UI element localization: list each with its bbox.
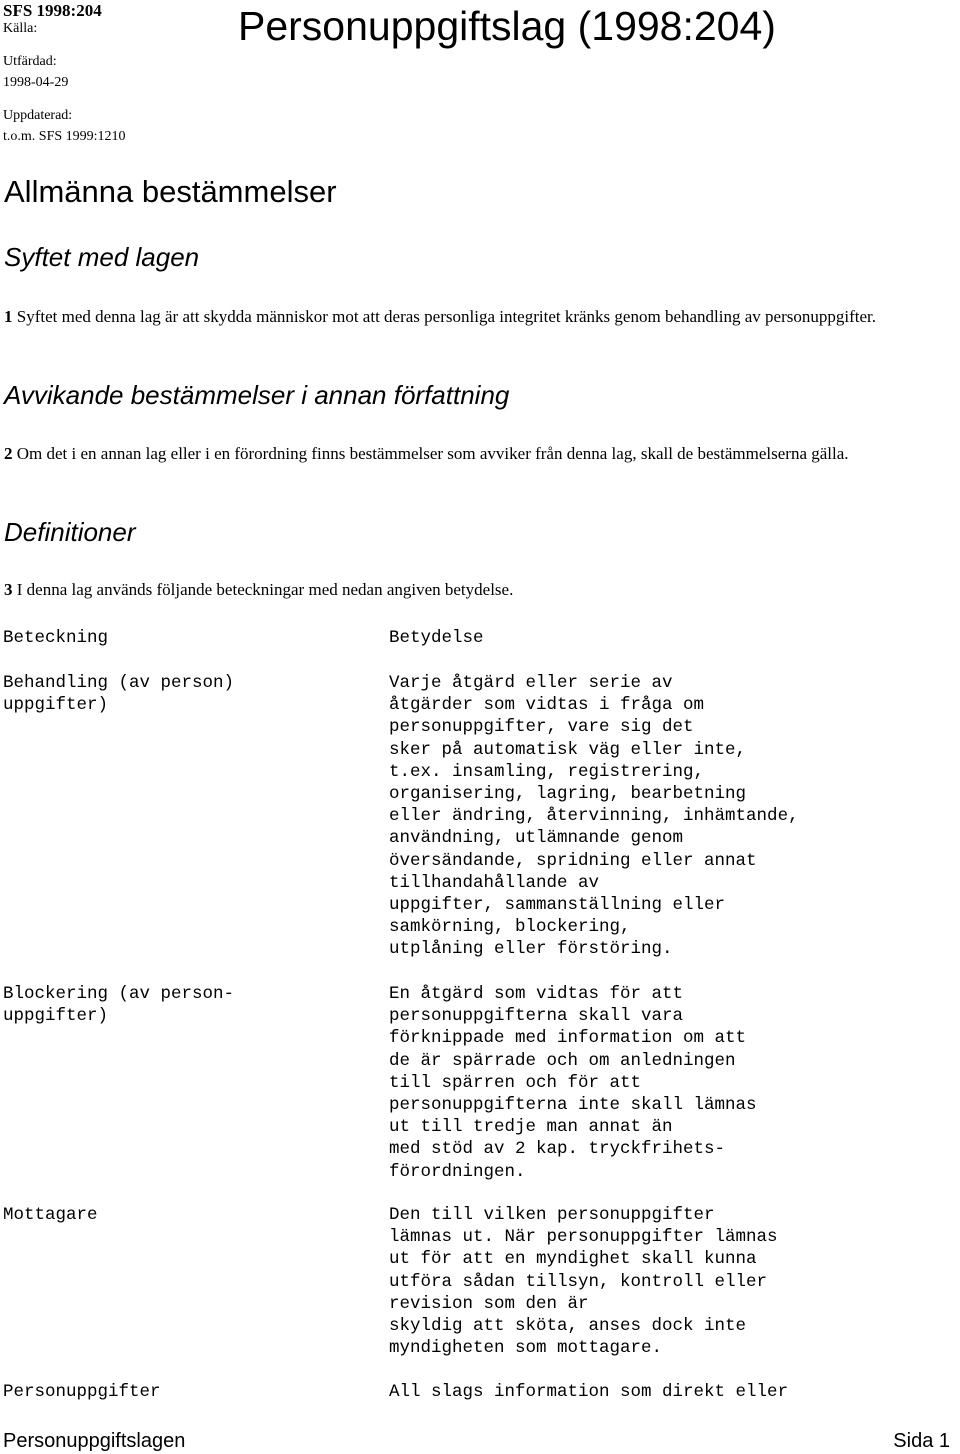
document-title: Personuppgiftslag (1998:204) (238, 3, 776, 49)
paragraph-number: 1 (4, 307, 13, 326)
definitions-header-meaning: Betydelse (389, 628, 484, 648)
definition-meaning: Varje åtgärd eller serie av åtgärder som vidtas i fråga om personuppgifter, vare sig det sker på automatisk väg eller inte, t.ex. insamling, registrering, organisering, lagring, bearbetning eller ändring, återvinning, inhämtande, användning, utlämnande genom översändande, spridning eller annat tillhandahållande av uppgifter, sammanställning eller samkörning, blockering, utplåning eller förstöring. (389, 673, 799, 960)
footer-title: Personuppgiftslagen (3, 1430, 186, 1452)
paragraph-3 (4, 578, 944, 601)
definition-term: Mottagare (3, 1205, 98, 1225)
paragraph-number: 3 (4, 580, 13, 599)
page-number: Sida 1 (893, 1430, 950, 1452)
section-heading-definitions: Definitioner (4, 517, 136, 547)
paragraph-text: Syftet med denna lag är att skydda människor mot att deras personliga integritet kränks genom behandling av personuppgifter. (16, 307, 876, 326)
definition-meaning: All slags information som direkt eller (389, 1382, 789, 1402)
updated-label: Uppdaterad: (3, 108, 73, 123)
definition-term: Personuppgifter (3, 1382, 161, 1402)
paragraph-2 (4, 442, 944, 465)
definition-meaning: En åtgärd som vidtas för att personuppgifterna skall vara förknippade med information om att de är spärrade och om anledningen till spärren och för att personuppgifterna inte skall lämnas ut till tredje man annat än med stöd av 2 kap. tryckfrihets- förordningen. (389, 984, 757, 1182)
issued-date: 1998-04-29 (3, 75, 69, 90)
paragraph-number: 2 (4, 444, 13, 463)
issued-label: Utfärdad: (3, 54, 57, 69)
section-heading-purpose: Syftet med lagen (4, 242, 200, 272)
paragraph-1 (4, 305, 944, 328)
paragraph-text: Om det i en annan lag eller i en förordning finns bestämmelser som avviker från denna lag, skall de bestämmelserna gälla. (16, 444, 849, 463)
page-footer (3, 1428, 950, 1454)
chapter-heading: Allmänna bestämmelser (4, 174, 337, 209)
sfs-number: SFS 1998:204 (3, 1, 102, 20)
section-heading-deviating: Avvikande bestämmelser i annan författning (4, 380, 510, 410)
definition-meaning: Den till vilken personuppgifter lämnas ut. När personuppgifter lämnas ut för att en myndighet skall kunna utföra sådan tillsyn, kontroll eller revision som den är skyldig att sköta, anses dock inte myndigheten som mottagare. (389, 1205, 778, 1359)
document-metadata (3, 0, 233, 145)
definition-term: Behandling (av person) uppgifter) (3, 673, 235, 716)
source-label: Källa: (3, 21, 38, 36)
definitions-header-term: Beteckning (3, 628, 109, 648)
definition-term: Blockering (av person- uppgifter) (3, 984, 235, 1027)
updated-value: t.o.m. SFS 1999:1210 (3, 129, 126, 144)
paragraph-text: I denna lag används följande beteckningar med nedan angiven betydelse. (16, 580, 514, 599)
